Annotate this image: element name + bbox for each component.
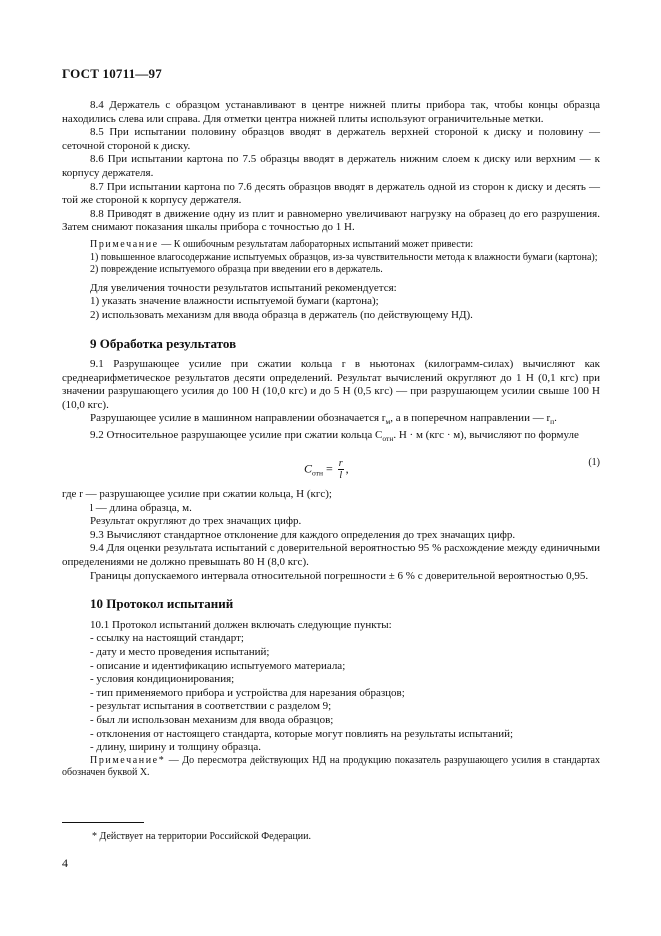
paragraph-8-7: 8.7 При испытании картона по 7.6 десять образцов вводят в держатель одной из сторон к диску и десять — той же стороной к корпусу держателя.	[62, 180, 600, 207]
paragraph-8-4: 8.4 Держатель с образцом устанавливают в центре нижней плиты прибора так, чтобы концы образца находились слева или справа. Для отметки центра нижней плиты используют ограничительные метки.	[62, 99, 600, 125]
list-item: - отклонения от настоящего стандарта, которые могут повлиять на результаты испытаний;	[90, 727, 514, 740]
list-item: - результат испытания в соответствии с разделом 9;	[90, 700, 332, 713]
paragraph-9-3: 9.3 Вычисляют стандартное отклонение для каждого определения до трех значащих цифр.	[90, 528, 516, 541]
where-r: где r — разрушающее усилие при сжатии кольца, Н (кгс);	[62, 488, 332, 501]
page-number: 4	[62, 856, 68, 870]
list-item: - был ли использован механизм для ввода образцов;	[90, 713, 334, 726]
formula-fraction: $\frac{r}{l}$	[338, 458, 343, 482]
accuracy-intro: Для увеличения точности результатов испытаний рекомендуется:	[90, 281, 397, 294]
note-2-label: Примечание*	[90, 754, 166, 766]
paragraph-8-5: 8.5 При испытании половину образцов вводят в держатель верхней стороной к диску и половину — сеточной стороной к диску.	[62, 126, 600, 152]
note-item-2: 2) повреждение испытуемого образца при введении его в держатель.	[90, 264, 383, 276]
paragraph-8-6: 8.6 При испытании картона по 7.5 образцы вводят в держатель нижним слоем к диску или верхним — к корпусу держателя.	[62, 153, 600, 179]
document-body	[62, 99, 600, 780]
paragraph-10-1: 10.1 Протокол испытаний должен включать следующие пункты:	[90, 618, 392, 631]
footnote: * Действует на территории Российской Федерации.	[92, 831, 311, 842]
formula-1	[62, 452, 600, 482]
note-label: Примечание	[90, 238, 159, 250]
paragraph-9-1: 9.1 Разрушающее усилие при сжатии кольца r в ньютонах (килограмм-силах) вычисляют как среднеарифметическое результатов десяти определений. Результат вычислений округляют до 1 Н (0,1 кгс) при значении разрушающего усилия до 100 Н (10,0 кгс) и до 5 Н (0,5 кгс) — при разрушающем усилии свыше 100 Н (10,0 кгс).	[62, 358, 600, 411]
paragraph-bounds: Границы допускаемого интервала относительной погрешности ± 6 % с доверительной вероятностью 0,95.	[90, 569, 589, 582]
list-item: - дату и место проведения испытаний;	[90, 645, 270, 658]
accuracy-item-2: 2) использовать механизм для ввода образца в держатель (по действующему НД).	[90, 308, 473, 321]
note-2-text: — До пересмотра действующих НД на продукцию показатель разрушающего усилия в стандартах обозначен буквой X.	[62, 754, 600, 779]
section-10-heading: 10 Протокол испытаний	[90, 596, 234, 612]
list-item: - тип применяемого прибора и устройства для нарезания образцов;	[90, 686, 405, 699]
note-text: — К ошибочным результатам лабораторных испытаний может привести:	[158, 238, 474, 250]
note-2	[62, 755, 600, 780]
list-item: - описание и идентификацию испытуемого материала;	[90, 659, 346, 672]
paragraph-9-2: 9.2 Относительное разрушающее усилие при сжатии кольца $C_{отн}$. Н · м (кгс · м), вычисляют по формуле	[90, 429, 579, 444]
section-9-heading: 9 Обработка результатов	[90, 335, 237, 351]
note-block	[62, 239, 600, 277]
paragraph-8-8: 8.8 Приводят в движение одну из плит и равномерно увеличивают нагрузку на образец до его разрушения. Затем снимают показания шкалы прибора с точностью до 1 Н.	[62, 207, 600, 234]
protocol-list	[62, 632, 600, 754]
formula-expression: $C_{отн}$ = $\frac{r}{l}$ ,	[304, 458, 349, 482]
footnote-divider	[62, 822, 144, 823]
list-item: - длину, ширину и толщину образца.	[90, 741, 262, 754]
paragraph-direction: Разрушающее усилие в машинном направлении обозначается $r_м$, а в поперечном направлении — $r_п$.	[90, 412, 557, 427]
document-header: ГОСТ 10711—97	[62, 66, 162, 81]
rounding-note: Результат округляют до трех значащих цифр.	[90, 515, 302, 528]
list-item: - ссылку на настоящий стандарт;	[90, 632, 244, 645]
accuracy-item-1: 1) указать значение влажности испытуемой бумаги (картона);	[90, 295, 379, 308]
paragraph-9-4: 9.4 Для оценки результата испытаний с доверительной вероятностью 95 % расхождение между единичными определениями не должно превышать 80 Н (8,0 кгс).	[62, 542, 600, 568]
formula-number: (1)	[588, 457, 600, 469]
list-item: - условия кондиционирования;	[90, 673, 235, 686]
where-l: l — длина образца, м.	[90, 501, 192, 514]
note-item-1: 1) повышенное влагосодержание испытуемых образцов, из-за чувствительности метода к влажности бумаги (картона);	[90, 251, 598, 263]
